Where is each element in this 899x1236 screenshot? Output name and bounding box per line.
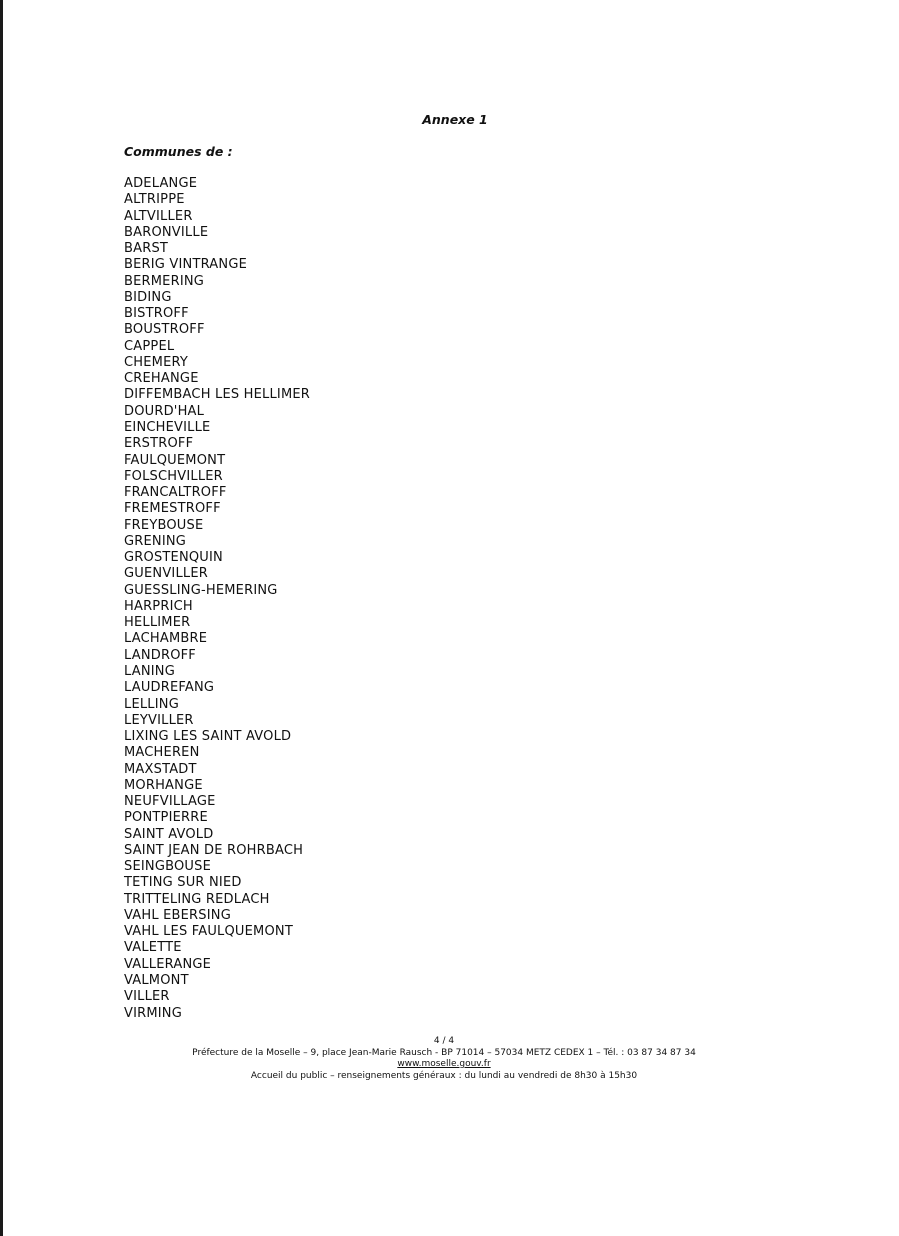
commune-item: LELLING — [124, 696, 179, 712]
commune-item: CAPPEL — [124, 338, 175, 354]
commune-item: HARPRICH — [124, 598, 193, 614]
commune-item: SAINT AVOLD — [124, 826, 214, 842]
commune-item: GUENVILLER — [124, 566, 208, 582]
commune-item: VAHL LES FAULQUEMONT — [124, 924, 293, 940]
commune-item: SEINGBOUSE — [124, 859, 212, 875]
commune-item: FREYBOUSE — [124, 517, 204, 533]
commune-item: MACHEREN — [124, 745, 200, 761]
page-number: 4 / 4 — [433, 1036, 455, 1046]
commune-item: LAUDREFANG — [124, 680, 215, 696]
commune-item: NEUFVILLAGE — [124, 794, 216, 810]
public-hours: Accueil du public – renseignements généraux : du lundi au vendredi de 8h30 à 15h30 — [250, 1070, 638, 1081]
website-link[interactable]: www.moselle.gouv.fr — [397, 1059, 491, 1069]
commune-item: ERSTROFF — [124, 436, 194, 452]
commune-item: LIXING LES SAINT AVOLD — [124, 729, 292, 745]
commune-item: GROSTENQUIN — [124, 550, 223, 566]
commune-item: BISTROFF — [124, 306, 189, 322]
commune-item: LANDROFF — [124, 647, 196, 663]
commune-item: VALLERANGE — [124, 956, 212, 972]
commune-item: SAINT JEAN DE ROHRBACH — [124, 842, 304, 858]
commune-item: FRANCALTROFF — [124, 485, 227, 501]
commune-item: LACHAMBRE — [124, 631, 208, 647]
commune-item: TETING SUR NIED — [124, 875, 242, 891]
commune-item: FREMESTROFF — [124, 501, 221, 517]
commune-item: BERMERING — [124, 273, 205, 289]
commune-item: PONTPIERRE — [124, 810, 208, 826]
commune-item: VILLER — [124, 989, 170, 1005]
commune-item: TRITTELING REDLACH — [124, 891, 270, 907]
commune-item: EINCHEVILLE — [124, 419, 211, 435]
commune-item: BIDING — [124, 289, 172, 305]
prefecture-address: Préfecture de la Moselle – 9, place Jean-Marie Rausch - BP 71014 – 57034 METZ CEDEX 1 – Tél. : 03 87 34 87 34 — [192, 1047, 696, 1058]
commune-item: MORHANGE — [124, 777, 203, 793]
commune-item: MAXSTADT — [124, 761, 197, 777]
commune-item: DIFFEMBACH LES HELLIMER — [124, 387, 311, 403]
commune-item: FAULQUEMONT — [124, 452, 226, 468]
commune-item: BARST — [124, 241, 169, 257]
commune-item: HELLIMER — [124, 615, 191, 631]
commune-item: GRENING — [124, 533, 187, 549]
commune-item: CHEMERY — [124, 354, 189, 370]
commune-item: ADELANGE — [124, 176, 198, 191]
commune-item: BARONVILLE — [124, 224, 209, 240]
commune-item: VAHL EBERSING — [124, 907, 231, 923]
commune-item: VALMONT — [124, 973, 189, 989]
commune-item: ALTVILLER — [124, 208, 193, 224]
commune-item: GUESSLING-HEMERING — [124, 582, 278, 598]
communes-list — [124, 176, 310, 1022]
page-footer — [0, 1036, 888, 1082]
commune-item: CREHANGE — [124, 371, 199, 387]
communes-heading: Communes de : — [124, 144, 233, 159]
commune-item: FOLSCHVILLER — [124, 468, 223, 484]
commune-item: DOURD'HAL — [124, 403, 205, 419]
commune-item: LEYVILLER — [124, 712, 194, 728]
commune-item: VALETTE — [124, 940, 182, 956]
commune-item: BERIG VINTRANGE — [124, 257, 248, 273]
annex-title: Annexe 1 — [422, 112, 488, 127]
commune-item: BOUSTROFF — [124, 322, 205, 338]
commune-item: LANING — [124, 663, 175, 679]
commune-item: VIRMING — [124, 1005, 183, 1021]
commune-item: ALTRIPPE — [124, 192, 185, 208]
